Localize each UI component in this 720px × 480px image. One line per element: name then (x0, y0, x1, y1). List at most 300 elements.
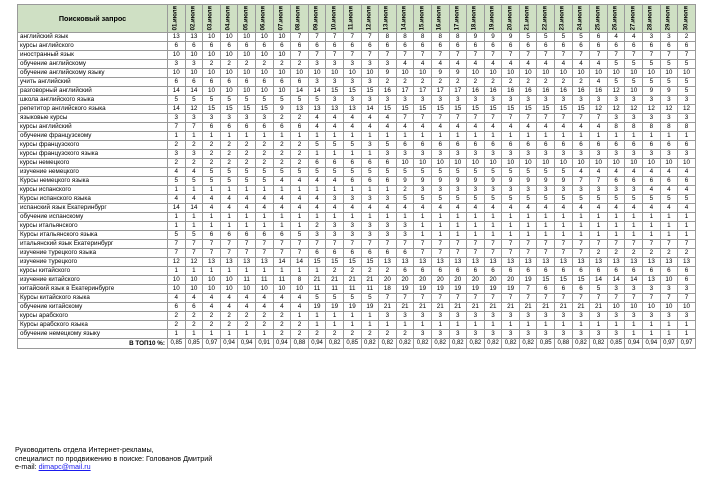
position-cell: 13 (379, 258, 397, 267)
position-cell: 13 (572, 258, 590, 267)
position-cell: 10 (203, 87, 221, 96)
position-cell: 19 (326, 303, 344, 312)
position-cell: 1 (379, 213, 397, 222)
position-cell: 7 (502, 240, 520, 249)
position-cell: 6 (555, 285, 573, 294)
position-cell: 2 (203, 141, 221, 150)
date-label: 02.июля (190, 5, 197, 30)
position-cell: 9 (555, 177, 573, 186)
position-cell: 3 (572, 150, 590, 159)
query-cell: английский язык (18, 33, 168, 42)
position-cell: 2 (273, 321, 291, 330)
position-cell: 1 (555, 231, 573, 240)
position-cell: 2 (396, 78, 414, 87)
position-cell: 1 (643, 132, 661, 141)
date-column-header (431, 5, 449, 33)
position-cell: 3 (572, 312, 590, 321)
position-cell: 1 (326, 132, 344, 141)
position-cell: 1 (326, 186, 344, 195)
position-cell: 3 (467, 312, 485, 321)
position-cell: 1 (607, 213, 625, 222)
position-cell: 1 (220, 267, 238, 276)
position-cell: 6 (220, 123, 238, 132)
query-cell: обучение китайскому (18, 303, 168, 312)
position-cell: 2 (326, 267, 344, 276)
position-cell: 10 (238, 87, 256, 96)
position-cell: 4 (484, 204, 502, 213)
position-cell: 6 (255, 123, 273, 132)
summary-value-cell: 0,94 (625, 339, 643, 349)
position-cell: 3 (396, 150, 414, 159)
position-cell: 6 (449, 141, 467, 150)
position-cell: 10 (607, 159, 625, 168)
position-cell: 15 (537, 276, 555, 285)
position-cell: 21 (502, 303, 520, 312)
position-cell: 3 (572, 96, 590, 105)
position-cell: 2 (203, 159, 221, 168)
position-cell: 1 (255, 132, 273, 141)
position-cell: 2 (449, 78, 467, 87)
position-cell: 2 (255, 150, 273, 159)
position-cell: 11 (308, 285, 326, 294)
position-cell: 10 (467, 159, 485, 168)
table-row (18, 294, 696, 303)
date-column-header (519, 5, 537, 33)
position-cell: 10 (678, 69, 696, 78)
position-cell: 7 (238, 240, 256, 249)
position-cell: 2 (291, 60, 309, 69)
summary-value-cell: 0,82 (484, 339, 502, 349)
position-cell: 6 (168, 303, 186, 312)
position-cell: 1 (449, 132, 467, 141)
table-row (18, 195, 696, 204)
query-cell: Курсы арабского языка (18, 321, 168, 330)
position-cell: 3 (414, 186, 432, 195)
position-cell: 21 (361, 276, 379, 285)
summary-row (18, 339, 696, 349)
position-cell: 6 (572, 285, 590, 294)
position-cell: 2 (502, 78, 520, 87)
position-cell: 1 (660, 330, 678, 339)
position-cell: 10 (255, 33, 273, 42)
position-cell: 5 (291, 96, 309, 105)
position-cell: 1 (291, 132, 309, 141)
position-cell: 6 (467, 267, 485, 276)
position-cell: 3 (220, 114, 238, 123)
position-cell: 10 (238, 285, 256, 294)
summary-value-cell: 0,82 (467, 339, 485, 349)
email-link[interactable]: dimapc@mail.ru (38, 462, 91, 471)
position-cell: 1 (607, 222, 625, 231)
position-cell: 10 (220, 285, 238, 294)
position-cell: 2 (168, 312, 186, 321)
position-cell: 10 (238, 51, 256, 60)
position-cell: 7 (379, 294, 397, 303)
position-cell: 1 (555, 222, 573, 231)
position-cell: 1 (203, 267, 221, 276)
position-cell: 13 (678, 258, 696, 267)
date-column-header (220, 5, 238, 33)
position-cell: 7 (660, 294, 678, 303)
position-cell: 7 (484, 240, 502, 249)
table-row (18, 186, 696, 195)
footer-specialist: специалист по продвижению в поиске: Голованов Дмитрий (15, 453, 213, 463)
position-cell: 1 (590, 213, 608, 222)
position-cell: 1 (660, 132, 678, 141)
position-cell: 21 (590, 303, 608, 312)
position-cell: 3 (308, 231, 326, 240)
summary-value-cell: 0,85 (343, 339, 361, 349)
position-cell: 2 (168, 321, 186, 330)
position-cell: 1 (220, 330, 238, 339)
position-cell: 4 (255, 294, 273, 303)
query-cell: Курсы китайского языка (18, 294, 168, 303)
position-cell: 1 (660, 222, 678, 231)
position-cell: 10 (643, 159, 661, 168)
position-cell: 3 (607, 150, 625, 159)
position-cell: 1 (396, 321, 414, 330)
position-cell: 3 (414, 330, 432, 339)
position-cell: 1 (572, 222, 590, 231)
position-cell: 1 (185, 213, 203, 222)
position-cell: 15 (326, 258, 344, 267)
position-cell: 7 (396, 294, 414, 303)
position-cell: 6 (607, 42, 625, 51)
position-cell: 6 (484, 42, 502, 51)
position-cell: 1 (607, 231, 625, 240)
position-cell: 4 (203, 294, 221, 303)
position-cell: 3 (678, 312, 696, 321)
position-cell: 5 (255, 96, 273, 105)
position-cell: 7 (414, 294, 432, 303)
position-cell: 3 (607, 312, 625, 321)
summary-value-cell: 0,82 (449, 339, 467, 349)
position-cell: 1 (203, 330, 221, 339)
position-cell: 7 (502, 249, 520, 258)
position-cell: 7 (519, 240, 537, 249)
position-cell: 7 (484, 294, 502, 303)
position-cell: 15 (572, 276, 590, 285)
position-cell: 4 (308, 204, 326, 213)
position-cell: 14 (361, 105, 379, 114)
position-cell: 2 (185, 159, 203, 168)
position-cell: 1 (308, 150, 326, 159)
position-cell: 7 (185, 123, 203, 132)
position-cell: 13 (643, 258, 661, 267)
position-cell: 10 (185, 51, 203, 60)
position-cell: 10 (502, 69, 520, 78)
position-cell: 4 (168, 195, 186, 204)
position-cell: 7 (502, 294, 520, 303)
position-cell: 1 (590, 132, 608, 141)
date-column-header (537, 5, 555, 33)
position-cell: 1 (168, 213, 186, 222)
position-cell: 16 (519, 87, 537, 96)
position-cell: 1 (555, 321, 573, 330)
position-cell: 20 (449, 276, 467, 285)
position-cell: 3 (625, 285, 643, 294)
query-cell: Курсы испанского языка (18, 195, 168, 204)
position-cell: 10 (625, 87, 643, 96)
table-row (18, 321, 696, 330)
position-cell: 12 (607, 87, 625, 96)
position-cell: 6 (678, 42, 696, 51)
position-cell: 5 (660, 78, 678, 87)
position-cell: 6 (308, 249, 326, 258)
position-cell: 5 (203, 168, 221, 177)
position-cell: 14 (607, 276, 625, 285)
position-cell: 8 (660, 123, 678, 132)
position-cell: 4 (625, 168, 643, 177)
position-cell: 15 (220, 105, 238, 114)
position-cell: 2 (273, 60, 291, 69)
position-cell: 6 (590, 33, 608, 42)
position-cell: 5 (326, 168, 344, 177)
position-cell: 1 (537, 222, 555, 231)
position-cell: 13 (431, 258, 449, 267)
position-cell: 6 (625, 267, 643, 276)
position-cell: 3 (449, 330, 467, 339)
position-cell: 16 (467, 87, 485, 96)
position-cell: 3 (643, 33, 661, 42)
position-cell: 12 (590, 105, 608, 114)
header-row (18, 5, 696, 33)
position-cell: 1 (484, 132, 502, 141)
position-cell: 4 (238, 204, 256, 213)
position-cell: 3 (361, 96, 379, 105)
position-cell: 7 (343, 51, 361, 60)
table-row (18, 87, 696, 96)
position-cell: 1 (308, 213, 326, 222)
position-cell: 3 (238, 114, 256, 123)
position-cell: 6 (431, 42, 449, 51)
position-cell: 2 (220, 60, 238, 69)
position-cell: 4 (678, 168, 696, 177)
position-cell: 6 (484, 141, 502, 150)
position-cell: 4 (238, 195, 256, 204)
position-cell: 1 (308, 132, 326, 141)
date-column-header (203, 5, 221, 33)
position-cell: 1 (308, 267, 326, 276)
position-cell: 2 (255, 60, 273, 69)
position-cell: 4 (625, 33, 643, 42)
position-cell: 19 (519, 276, 537, 285)
position-cell: 8 (396, 33, 414, 42)
position-cell: 6 (396, 141, 414, 150)
position-cell: 10 (168, 51, 186, 60)
date-label: 16.июля (436, 5, 443, 30)
position-cell: 6 (238, 231, 256, 240)
query-cell: обучение английскому языку (18, 69, 168, 78)
position-cell: 3 (660, 285, 678, 294)
position-cell: 7 (449, 240, 467, 249)
position-cell: 10 (555, 69, 573, 78)
position-cell: 3 (607, 330, 625, 339)
position-cell: 1 (291, 213, 309, 222)
position-cell: 2 (238, 141, 256, 150)
position-cell: 1 (484, 321, 502, 330)
position-cell: 6 (168, 78, 186, 87)
position-cell: 3 (484, 312, 502, 321)
position-cell: 2 (379, 267, 397, 276)
position-cell: 7 (467, 294, 485, 303)
position-cell: 1 (449, 231, 467, 240)
table-row (18, 177, 696, 186)
position-cell: 3 (590, 312, 608, 321)
position-cell: 8 (414, 33, 432, 42)
position-cell: 5 (643, 195, 661, 204)
position-cell: 6 (343, 42, 361, 51)
position-cell: 6 (361, 159, 379, 168)
query-cell: школа английского языка (18, 96, 168, 105)
position-cell: 3 (396, 312, 414, 321)
position-cell: 1 (643, 213, 661, 222)
position-cell: 10 (396, 69, 414, 78)
position-cell: 7 (590, 177, 608, 186)
position-cell: 10 (537, 159, 555, 168)
position-cell: 5 (396, 195, 414, 204)
position-cell: 3 (168, 60, 186, 69)
summary-value-cell: 0,85 (607, 339, 625, 349)
position-cell: 7 (431, 114, 449, 123)
position-cell: 8 (291, 276, 309, 285)
position-cell: 3 (431, 330, 449, 339)
position-cell: 3 (361, 231, 379, 240)
position-cell: 6 (555, 42, 573, 51)
position-cell: 7 (519, 114, 537, 123)
table-row (18, 231, 696, 240)
summary-value-cell: 0,85 (168, 339, 186, 349)
position-cell: 1 (255, 213, 273, 222)
position-cell: 13 (449, 258, 467, 267)
position-cell: 7 (273, 249, 291, 258)
position-cell: 5 (625, 195, 643, 204)
position-cell: 7 (625, 51, 643, 60)
position-cell: 1 (185, 267, 203, 276)
position-cell: 7 (643, 51, 661, 60)
position-cell: 9 (273, 105, 291, 114)
position-cell: 6 (590, 141, 608, 150)
query-cell: изучение немецкого (18, 168, 168, 177)
date-label: 08.июля (295, 5, 302, 30)
date-column-header (660, 5, 678, 33)
position-cell: 7 (291, 51, 309, 60)
position-cell: 16 (379, 87, 397, 96)
position-cell: 4 (396, 60, 414, 69)
position-cell: 3 (519, 96, 537, 105)
position-cell: 7 (396, 114, 414, 123)
position-cell: 1 (238, 222, 256, 231)
position-cell: 1 (185, 186, 203, 195)
date-label: 23.июля (559, 5, 566, 30)
position-cell: 1 (590, 222, 608, 231)
position-cell: 4 (361, 123, 379, 132)
position-cell: 4 (291, 303, 309, 312)
position-cell: 1 (343, 213, 361, 222)
position-cell: 4 (678, 204, 696, 213)
date-column-header (361, 5, 379, 33)
position-cell: 6 (396, 249, 414, 258)
position-cell: 3 (185, 150, 203, 159)
query-column-header: Поисковый запрос (18, 5, 168, 33)
position-cell: 2 (625, 249, 643, 258)
position-cell: 7 (308, 33, 326, 42)
position-cell: 2 (220, 321, 238, 330)
position-cell: 1 (502, 222, 520, 231)
position-cell: 7 (291, 240, 309, 249)
date-column-header (396, 5, 414, 33)
table-row (18, 78, 696, 87)
position-cell: 1 (467, 213, 485, 222)
position-cell: 13 (519, 258, 537, 267)
position-cell: 2 (273, 114, 291, 123)
position-cell: 6 (361, 42, 379, 51)
position-cell: 6 (607, 267, 625, 276)
position-cell: 9 (379, 69, 397, 78)
position-cell: 7 (361, 240, 379, 249)
position-cell: 5 (572, 195, 590, 204)
position-cell: 5 (308, 168, 326, 177)
position-cell: 6 (537, 285, 555, 294)
query-cell: иностранный язык (18, 51, 168, 60)
rankings-table (17, 4, 696, 349)
date-label: 22.июля (542, 5, 549, 30)
position-cell: 1 (220, 213, 238, 222)
position-cell: 3 (484, 150, 502, 159)
position-cell: 4 (255, 195, 273, 204)
position-cell: 4 (379, 114, 397, 123)
date-label: 04.июля (225, 5, 232, 30)
position-cell: 1 (203, 132, 221, 141)
position-cell: 6 (572, 141, 590, 150)
position-cell: 3 (168, 114, 186, 123)
position-cell: 7 (343, 33, 361, 42)
position-cell: 10 (607, 69, 625, 78)
position-cell: 3 (361, 222, 379, 231)
table-row (18, 123, 696, 132)
table-row (18, 213, 696, 222)
position-cell: 13 (607, 258, 625, 267)
position-cell: 2 (308, 222, 326, 231)
summary-value-cell: 0,82 (590, 339, 608, 349)
position-cell: 9 (537, 177, 555, 186)
position-cell: 2 (326, 330, 344, 339)
position-cell: 10 (625, 303, 643, 312)
position-cell: 10 (238, 33, 256, 42)
position-cell: 4 (572, 204, 590, 213)
position-cell: 1 (238, 330, 256, 339)
position-cell: 4 (291, 294, 309, 303)
position-cell: 15 (449, 105, 467, 114)
position-cell: 4 (185, 294, 203, 303)
position-cell: 2 (185, 141, 203, 150)
position-cell: 10 (625, 69, 643, 78)
position-cell: 2 (255, 159, 273, 168)
position-cell: 10 (467, 69, 485, 78)
position-cell: 20 (396, 276, 414, 285)
position-cell: 6 (185, 42, 203, 51)
position-cell: 6 (291, 123, 309, 132)
position-cell: 2 (396, 330, 414, 339)
position-cell: 3 (643, 96, 661, 105)
position-cell: 3 (643, 150, 661, 159)
position-cell: 10 (255, 69, 273, 78)
position-cell: 9 (502, 177, 520, 186)
position-cell: 10 (431, 159, 449, 168)
position-cell: 3 (519, 186, 537, 195)
position-cell: 4 (308, 177, 326, 186)
position-cell: 13 (326, 105, 344, 114)
